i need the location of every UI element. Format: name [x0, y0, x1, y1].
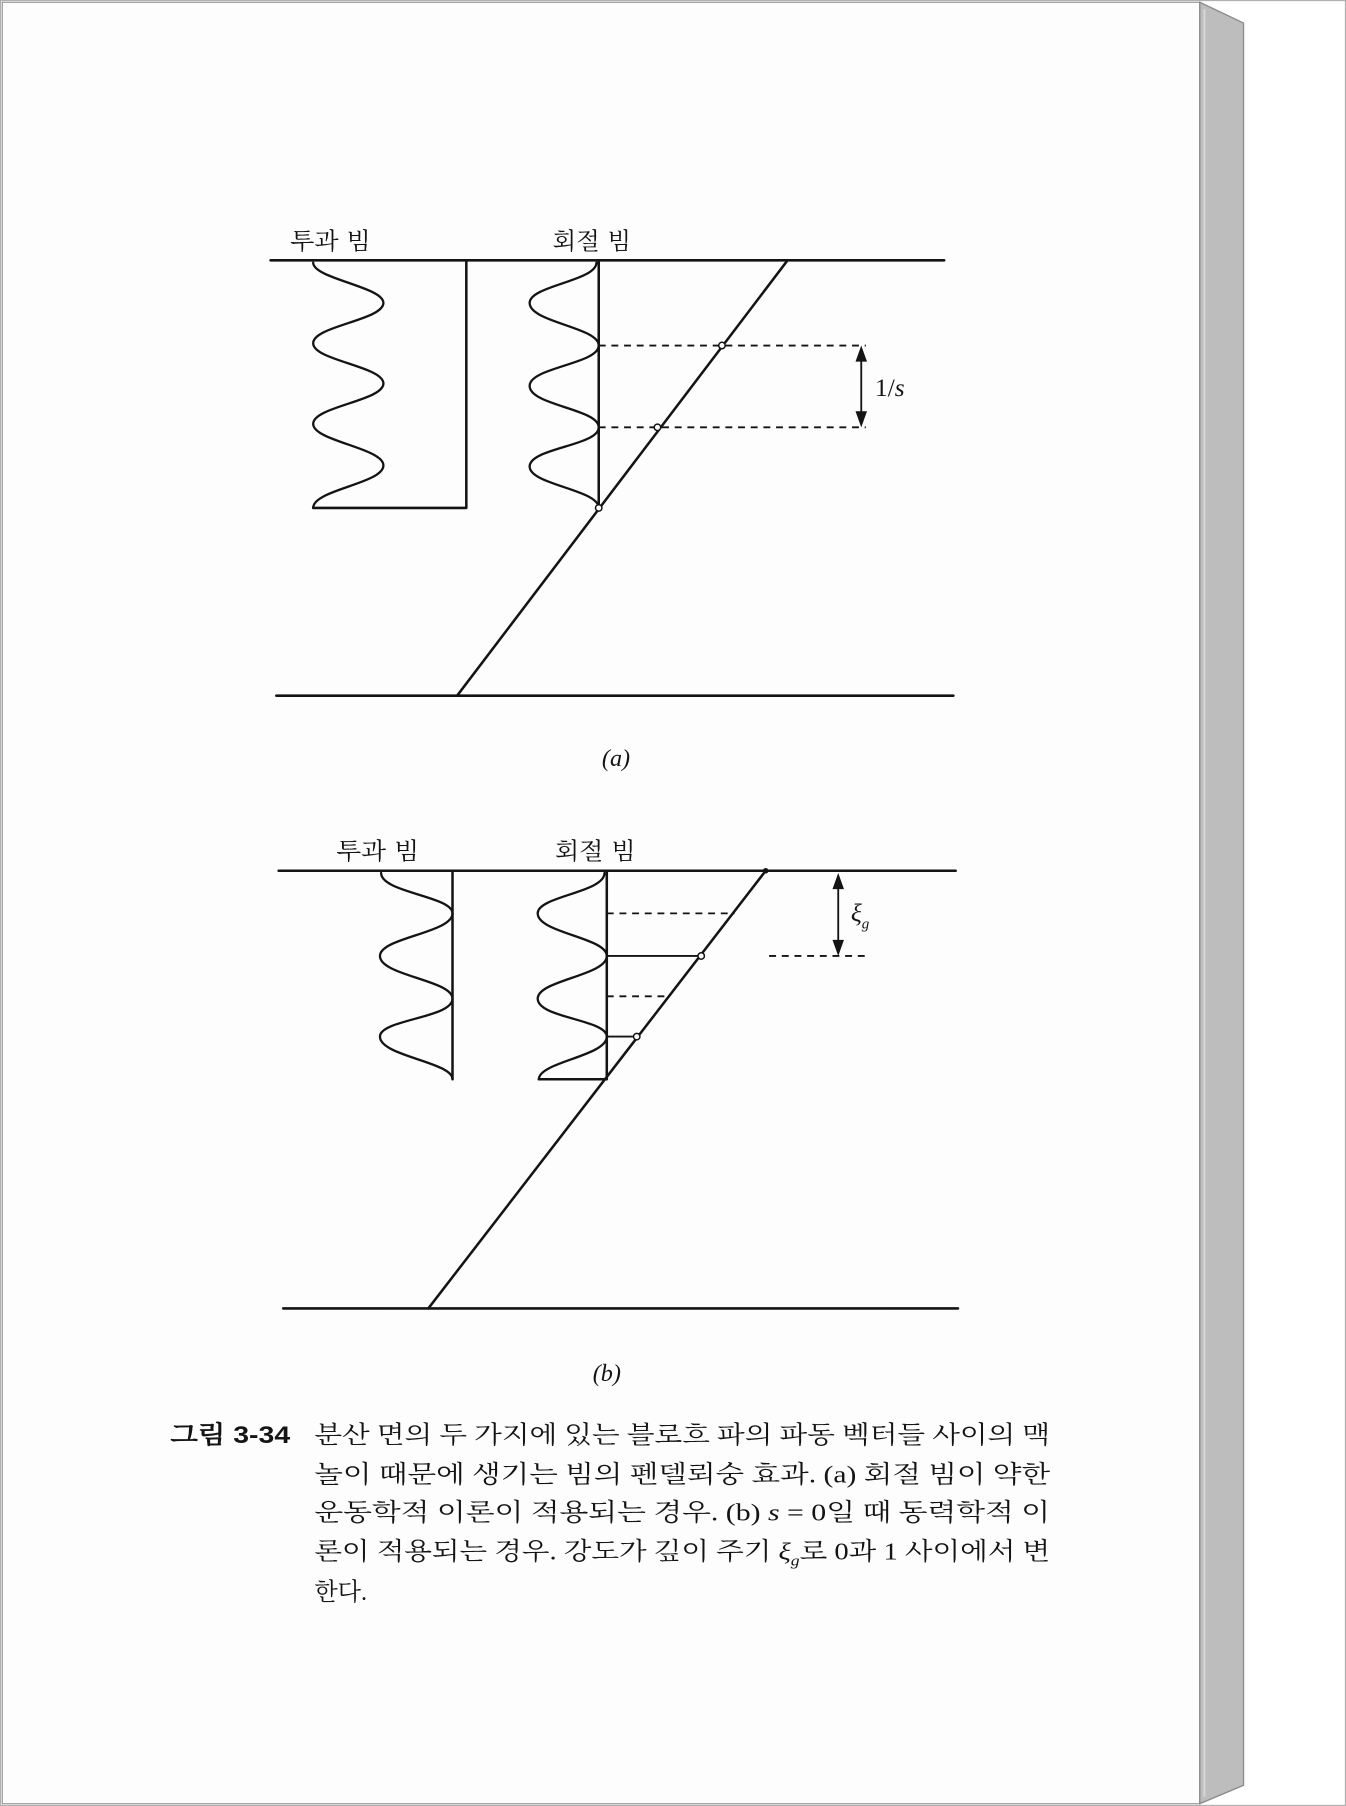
diffracted-beam-label-b: 회절 빔	[554, 839, 636, 866]
intersection-point-3-a	[596, 505, 602, 511]
caption-figure-number: 그림 3-34	[170, 1422, 273, 1450]
transmitted-beam-label-b: 투과 빔	[336, 839, 420, 866]
caption-line-4-part-b: 로 0과 1 사이에서 변	[799, 1538, 1012, 1566]
intersection-point-1-a	[719, 342, 725, 348]
page-background	[2, 2, 1199, 1803]
extinction-symbol: ξ	[850, 899, 862, 928]
diffracted-beam-label-a: 회절 빔	[552, 228, 631, 255]
caption-line-3-var: s	[768, 1499, 778, 1527]
defect-plane-top-point-b	[763, 868, 769, 874]
caption-line-2: 놀이 때문에 생기는 빔의 펜델뢰숭 효과. (a) 회절 빔이 약한	[314, 1461, 1051, 1489]
caption-line-5: 한다.	[314, 1578, 368, 1606]
caption-line-4-subscript: g	[790, 1553, 799, 1570]
page-edge	[1200, 2, 1244, 1803]
panel-label-a: (a)	[601, 744, 631, 772]
caption-line-4-symbol: ξ	[778, 1538, 789, 1566]
caption-line-4	[314, 1539, 1050, 1570]
panel-label-b: (b)	[592, 1359, 621, 1387]
caption-line-1: 분산 면의 두 가지에 있는 블로흐 파의 파동 벡터들 사이의 맥	[314, 1422, 1051, 1450]
caption-line-3-part-a: 운동학적 이론이 적용되는 경우. (b)	[314, 1499, 683, 1527]
intersection-point-2-b	[634, 1033, 640, 1039]
caption-line-4-part-a: 론이 적용되는 경우. 강도가 깊이 주기	[314, 1538, 707, 1566]
caption-line-3-part-b: = 0일 때 동력학적 이	[779, 1499, 999, 1527]
transmitted-beam-label-a: 투과 빔	[290, 228, 371, 255]
intersection-point-1-b	[698, 953, 704, 959]
spacing-label-a	[875, 374, 905, 402]
spacing-label-var: s	[894, 374, 905, 403]
spacing-label-prefix: 1/	[875, 374, 895, 403]
intersection-point-2-a	[654, 424, 660, 430]
extinction-subscript: g	[861, 916, 870, 933]
caption-line-3	[314, 1499, 1050, 1526]
